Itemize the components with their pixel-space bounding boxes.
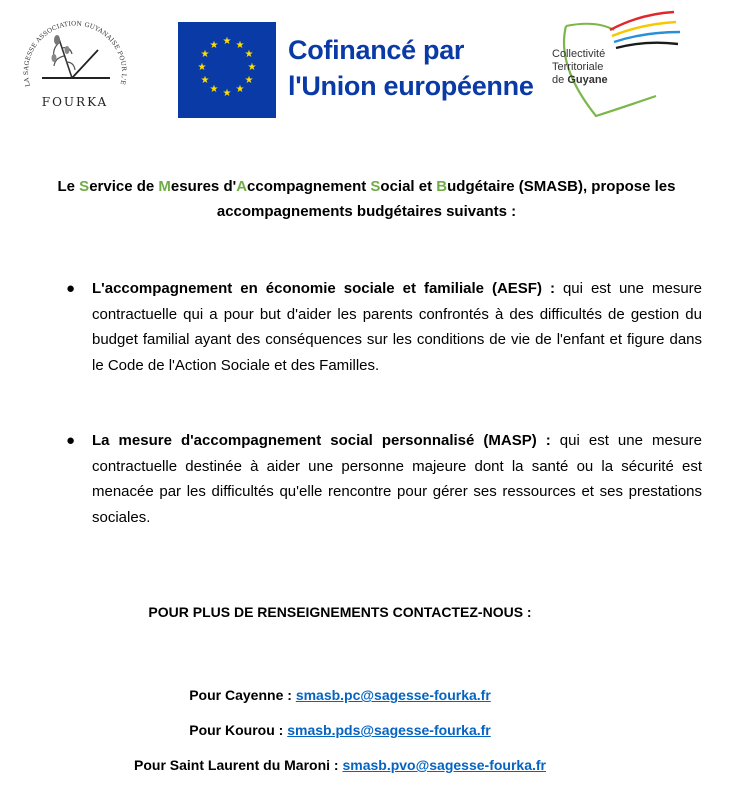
ctg-line-3-bold: Guyane bbox=[567, 74, 608, 86]
svg-text:★: ★ bbox=[222, 88, 232, 99]
item-text: qui est une mesure contractuelle qui a pour but d'aider les parents confrontés à des difficultés de gestion du budget familial ayant des conséquences sur les conditions de vie de l'enfant et figure dans le Code de l'Action Sociale et des Familles. bbox=[92, 280, 703, 374]
ctg-line-3-prefix: de bbox=[552, 74, 565, 86]
svg-text:★: ★ bbox=[247, 62, 257, 73]
svg-text:★: ★ bbox=[244, 75, 254, 86]
list-item bbox=[62, 428, 702, 530]
item-title: La mesure d'accompagnement social personnalisé (MASP) : bbox=[92, 432, 551, 449]
eu-line-2: l'Union européenne bbox=[288, 71, 534, 101]
fourka-ring-text: LA SAGESSE ASSOCIATION GUYANAISE POUR L'E bbox=[22, 20, 128, 88]
email-link-cayenne[interactable]: smasb.pc@sagesse-fourka.fr bbox=[295, 687, 491, 703]
eu-line-1: Cofinancé par bbox=[288, 35, 465, 65]
svg-text:★: ★ bbox=[200, 49, 210, 60]
fourka-logo bbox=[10, 8, 140, 120]
email-link-kourou[interactable]: smasb.pds@sagesse-fourka.fr bbox=[287, 722, 491, 738]
intro-line-1: Le Service de Mesures d'Accompagnement Social et Budgétaire (SMASB), propose les bbox=[57, 178, 676, 195]
ctg-logo bbox=[548, 8, 688, 120]
services-list bbox=[62, 276, 702, 580]
header bbox=[0, 0, 733, 130]
svg-text:★: ★ bbox=[197, 62, 207, 73]
ctg-line-2: Territoriale bbox=[552, 61, 604, 73]
svg-text:★: ★ bbox=[235, 40, 245, 51]
bullet-icon: ● bbox=[66, 432, 76, 449]
svg-text:★: ★ bbox=[222, 36, 232, 47]
intro-line-2: accompagnements budgétaires suivants : bbox=[216, 203, 517, 220]
eu-flag-icon bbox=[178, 22, 276, 118]
contact-row-cayenne: Pour Cayenne : smasb.pc@sagesse-fourka.fr bbox=[189, 687, 491, 703]
ctg-line-1: Collectivité bbox=[552, 48, 606, 60]
email-link-saint-laurent[interactable]: smasb.pvo@sagesse-fourka.fr bbox=[342, 757, 546, 773]
list-item bbox=[62, 276, 702, 378]
svg-text:★: ★ bbox=[244, 49, 254, 60]
svg-text:★: ★ bbox=[235, 84, 245, 95]
item-text: qui est une mesure contractuelle destinée à aider une personne majeure dont la santé ou la sécurité est menacée par les difficultés qu'elle rencontre pour gérer ses ressources et ses prestations sociales. bbox=[92, 432, 702, 526]
bullet-icon: ● bbox=[66, 280, 76, 297]
svg-text:★: ★ bbox=[209, 40, 219, 51]
intro-paragraph bbox=[0, 174, 733, 224]
svg-text:★: ★ bbox=[209, 84, 219, 95]
item-title: L'accompagnement en économie sociale et familiale (AESF) : bbox=[92, 280, 555, 297]
eu-cofinance-logo bbox=[178, 22, 534, 118]
contact-row-kourou: Pour Kourou : smasb.pds@sagesse-fourka.fr bbox=[189, 722, 491, 738]
fourka-name: FOURKA bbox=[41, 95, 109, 109]
contact-row-saint-laurent: Pour Saint Laurent du Maroni : smasb.pvo@sagesse-fourka.fr bbox=[134, 757, 546, 773]
contacts-list bbox=[0, 678, 680, 783]
contact-title: POUR PLUS DE RENSEIGNEMENTS CONTACTEZ-NOUS : bbox=[148, 604, 532, 620]
svg-text:★: ★ bbox=[200, 75, 210, 86]
